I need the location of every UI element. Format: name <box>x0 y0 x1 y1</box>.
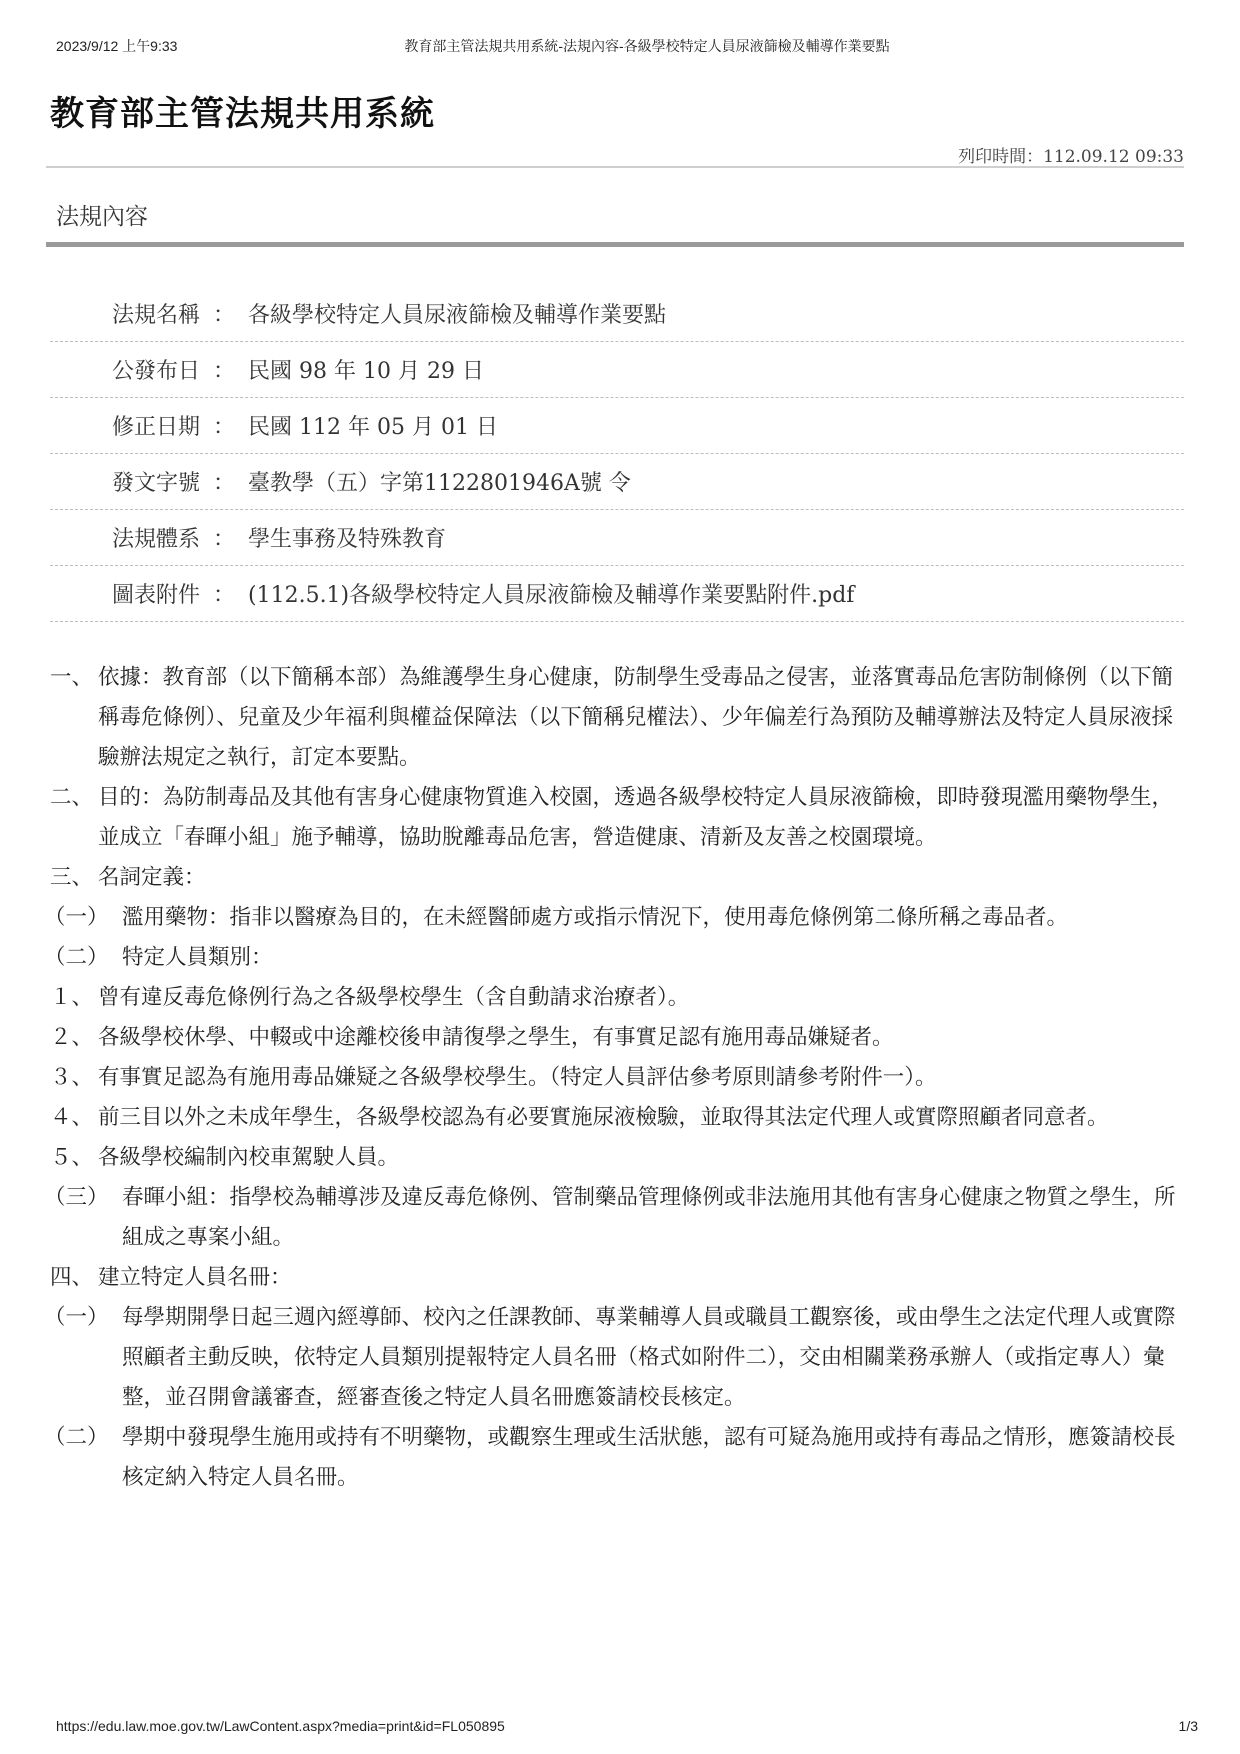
print-datetime: 2023/9/12 上午9:33 <box>56 38 178 54</box>
article-paragraph <box>50 1258 1184 1298</box>
meta-value-law-name: 各級學校特定人員尿液篩檢及輔導作業要點 <box>248 303 667 328</box>
meta-colon: ： <box>212 359 235 384</box>
section-title: 法規內容 <box>56 204 148 230</box>
paragraph-text: 春暉小組：指學校為輔導涉及違反毒危條例、管制藥品管理條例或非法施用其他有害身心健康之物質之學生，所組成之專案小組。 <box>122 1185 1176 1250</box>
paragraph-number: （二） <box>44 1425 109 1450</box>
paragraph-number: 二、 <box>50 785 94 810</box>
header-divider <box>46 166 1184 168</box>
paragraph-text: 名詞定義： <box>98 865 206 890</box>
meta-colon: ： <box>212 527 235 552</box>
list-item <box>50 1098 1184 1138</box>
print-time: 列印時間：112.09.12 09:33 <box>958 147 1184 167</box>
meta-colon: ： <box>212 415 235 440</box>
article-paragraph <box>50 778 1184 858</box>
paragraph-number: ４、 <box>50 1105 94 1130</box>
paragraph-text: 建立特定人員名冊： <box>98 1265 292 1290</box>
paragraph-number: ３、 <box>50 1065 94 1090</box>
law-content <box>44 658 1184 1498</box>
meta-row-law-system <box>50 510 1184 566</box>
print-url: https://edu.law.moe.gov.tw/LawContent.aspx?media=print&id=FL050895 <box>56 1718 505 1734</box>
paragraph-text: 目的：為防制毒品及其他有害身心健康物質進入校園，透過各級學校特定人員尿液篩檢，即時發現濫用藥物學生，並成立「春暉小組」施予輔導，協助脫離毒品危害，營造健康、清新及友善之校園環境。 <box>98 785 1174 850</box>
paragraph-text: 特定人員類別： <box>122 945 273 970</box>
meta-value-law-system: 學生事務及特殊教育 <box>248 527 447 552</box>
paragraph-number: １、 <box>50 985 94 1010</box>
paragraph-number: 一、 <box>50 665 94 690</box>
list-item <box>50 1058 1184 1098</box>
list-item <box>50 1138 1184 1178</box>
list-item <box>50 978 1184 1018</box>
site-title: 教育部主管法規共用系統 <box>50 94 435 134</box>
print-footer <box>56 1718 1198 1738</box>
paragraph-text: 前三目以外之未成年學生，各級學校認為有必要實施尿液檢驗，並取得其法定代理人或實際照顧者同意者。 <box>98 1105 1109 1130</box>
paragraph-text: 濫用藥物：指非以醫療為目的，在未經醫師處方或指示情況下，使用毒危條例第二條所稱之毒品者。 <box>122 905 1069 930</box>
paragraph-text: 各級學校編制內校車駕駛人員。 <box>98 1145 400 1170</box>
paragraph-text: 學期中發現學生施用或持有不明藥物，或觀察生理或生活狀態，認有可疑為施用或持有毒品之情形，應簽請校長核定納入特定人員名冊。 <box>122 1425 1176 1490</box>
meta-label: 圖表附件 <box>111 583 200 608</box>
section-divider <box>46 242 1184 247</box>
meta-colon: ： <box>212 303 235 328</box>
paragraph-number: 四、 <box>50 1265 94 1290</box>
law-metadata-table <box>50 286 1184 622</box>
meta-label: 法規體系 <box>111 527 200 552</box>
paragraph-number: （一） <box>44 905 109 930</box>
meta-row-publish-date <box>50 342 1184 398</box>
sub-paragraph <box>44 1178 1184 1258</box>
paragraph-number: （一） <box>44 1305 109 1330</box>
meta-label: 公發布日 <box>111 359 200 384</box>
paragraph-text: 有事實足認為有施用毒品嫌疑之各級學校學生。（特定人員評估參考原則請參考附件一）。 <box>98 1065 937 1090</box>
attachment-link[interactable]: (112.5.1)各級學校特定人員尿液篩檢及輔導作業要點附件.pdf <box>248 583 855 608</box>
meta-label: 法規名稱 <box>111 303 200 328</box>
article-paragraph <box>50 858 1184 898</box>
meta-row-law-name <box>50 286 1184 342</box>
sub-paragraph <box>44 898 1184 938</box>
meta-row-amend-date <box>50 398 1184 454</box>
paragraph-text: 每學期開學日起三週內經導師、校內之任課教師、專業輔導人員或職員工觀察後，或由學生之法定代理人或實際照顧者主動反映，依特定人員類別提報特定人員名冊（格式如附件二），交由相關業務承辦人（或指定專人）彙整，並召開會議審查，經審查後之特定人員名冊應簽請校長核定。 <box>122 1305 1176 1410</box>
meta-row-document-number <box>50 454 1184 510</box>
meta-row-attachment <box>50 566 1184 622</box>
meta-colon: ： <box>212 583 235 608</box>
paragraph-number: （三） <box>44 1185 109 1210</box>
print-page-title: 教育部主管法規共用系統-法規內容-各級學校特定人員尿液篩檢及輔導作業要點 <box>404 38 890 54</box>
print-header <box>56 36 1198 56</box>
paragraph-number: （二） <box>44 945 109 970</box>
paragraph-number: ５、 <box>50 1145 94 1170</box>
sub-paragraph <box>44 938 1184 978</box>
list-item <box>50 1018 1184 1058</box>
paragraph-text: 曾有違反毒危條例行為之各級學校學生（含自動請求治療者）。 <box>98 985 690 1010</box>
meta-value-amend-date: 民國 112 年 05 月 01 日 <box>248 415 498 440</box>
meta-colon: ： <box>212 471 235 496</box>
article-paragraph <box>50 658 1184 778</box>
sub-paragraph <box>44 1298 1184 1418</box>
meta-value-publish-date: 民國 98 年 10 月 29 日 <box>248 359 484 384</box>
paragraph-text: 各級學校休學、中輟或中途離校後申請復學之學生，有事實足認有施用毒品嫌疑者。 <box>98 1025 894 1050</box>
meta-value-document-number: 臺教學（五）字第1122801946A號 令 <box>248 471 631 496</box>
page-number: 1/3 <box>1178 1718 1198 1734</box>
sub-paragraph <box>44 1418 1184 1498</box>
paragraph-text: 依據：教育部（以下簡稱本部）為維護學生身心健康，防制學生受毒品之侵害，並落實毒品危害防制條例（以下簡稱毒危條例）、兒童及少年福利與權益保障法（以下簡稱兒權法）、少年偏差行為預防及輔導辦法及特定人員尿液採驗辦法規定之執行，訂定本要點。 <box>98 665 1174 770</box>
meta-label: 發文字號 <box>111 471 200 496</box>
paragraph-number: ２、 <box>50 1025 94 1050</box>
meta-label: 修正日期 <box>111 415 200 440</box>
paragraph-number: 三、 <box>50 865 94 890</box>
